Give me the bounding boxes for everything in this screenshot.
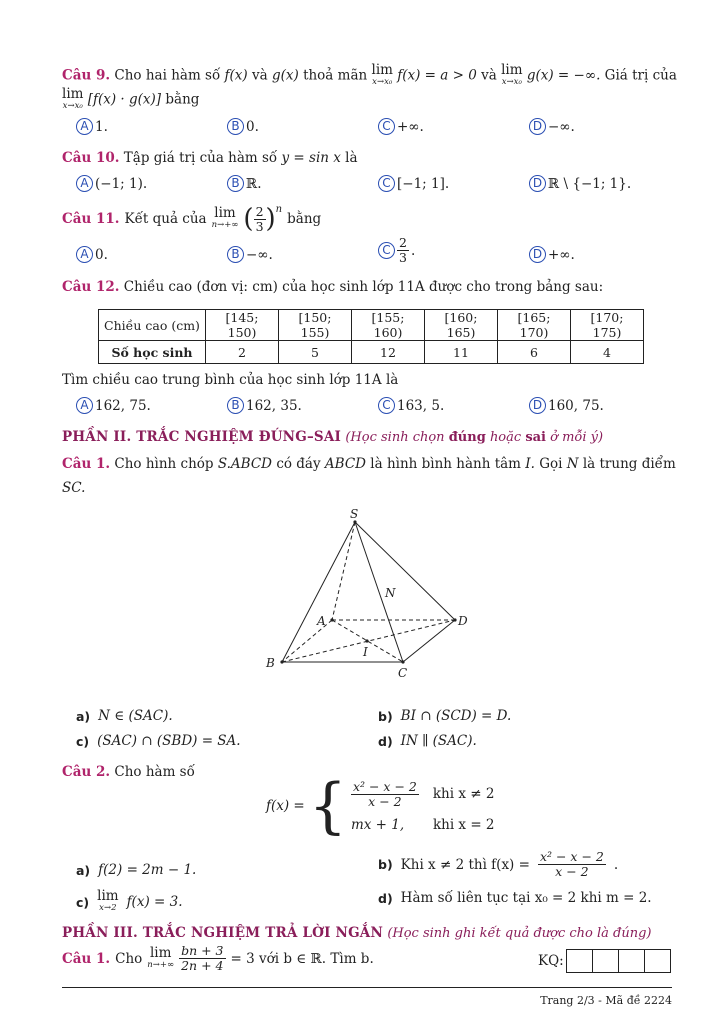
p2q2-label: Câu 2. <box>62 764 111 780</box>
kq-label: KQ: <box>538 953 564 969</box>
answer-box[interactable] <box>538 949 671 973</box>
p2q1-item-d[interactable] <box>378 733 477 749</box>
item-key: a) <box>76 862 91 878</box>
q12-option-c[interactable] <box>378 397 444 414</box>
p2q1-item-a[interactable] <box>76 708 173 724</box>
q12-option-b[interactable] <box>227 397 302 414</box>
part2-note: (Học sinh chọn đúng hoặc sai ở mỗi ý) <box>345 430 604 445</box>
option-text: +∞. <box>397 118 424 135</box>
table-cell: [145; 150) <box>206 310 279 341</box>
q12-text: Chiều cao (đơn vị: cm) của học sinh lớp 11A được cho trong bảng sau: <box>123 279 604 295</box>
table-cell: 4 <box>571 341 644 364</box>
item-key: c) <box>76 894 90 910</box>
label-S: S <box>350 507 359 521</box>
part3-note: (Học sinh ghi kết quả được cho là đúng) <box>387 926 652 941</box>
option-text: 162, 35. <box>246 397 302 414</box>
table-cell: 5 <box>279 341 352 364</box>
label-D: D <box>458 614 468 628</box>
footer-divider <box>62 987 672 988</box>
table-cell: Số học sinh <box>99 341 206 364</box>
q11-option-b[interactable] <box>227 246 273 263</box>
option-badge: A <box>76 397 93 414</box>
edge-SA <box>332 522 355 620</box>
label-C: C <box>398 666 408 680</box>
part3-heading <box>62 925 652 941</box>
q9-lim2: lim x→x₀ <box>501 62 523 87</box>
q9-text-a: Cho hai hàm số <box>114 67 221 84</box>
option-badge: C <box>378 242 395 259</box>
item-key: b) <box>378 857 393 872</box>
q11-lim: lim n→+∞ <box>211 205 239 230</box>
edge-SC <box>355 522 403 662</box>
answer-cell[interactable] <box>566 949 593 973</box>
q9-text-d: bằng <box>165 91 200 108</box>
q9-cond1: f(x) = a > 0 <box>397 67 477 84</box>
q9-option-d[interactable] <box>529 118 575 135</box>
q10-option-a[interactable] <box>76 175 147 192</box>
p3q1-label: Câu 1. <box>62 950 111 967</box>
q12-option-a[interactable] <box>76 397 151 414</box>
table-cell: [155; 160) <box>352 310 425 341</box>
item-text: Hàm số liên tục tại x₀ = 2 khi m = 2. <box>400 890 652 906</box>
label-A: A <box>317 614 326 628</box>
option-text: (−1; 1). <box>95 175 148 192</box>
option-text: 160, 75. <box>548 397 604 414</box>
item-text: BI ∩ (SCD) = D. <box>400 708 512 724</box>
option-text: ℝ. <box>246 175 262 192</box>
option-text: 162, 75. <box>95 397 151 414</box>
q9-option-b[interactable] <box>227 118 259 135</box>
table-cell: 12 <box>352 341 425 364</box>
answer-cell[interactable] <box>618 949 645 973</box>
table-cell: [165; 170) <box>498 310 571 341</box>
part3-title: PHẦN III. TRẮC NGHIỆM TRẢ LỜI NGẮN <box>62 925 384 941</box>
q9-and: và <box>251 67 268 84</box>
item-fraction: $\frac{\text{x² − x − 2}}{x - 2}$ <box>539 849 604 879</box>
table-row <box>99 341 644 364</box>
item-tail: . <box>613 856 619 873</box>
q12-line <box>62 279 603 295</box>
q10-text-end: là <box>345 150 358 166</box>
option-badge: D <box>529 246 546 263</box>
q11-line <box>62 204 321 234</box>
height-table <box>98 309 644 364</box>
option-badge: A <box>76 118 93 135</box>
p2q2-item-c[interactable] <box>76 890 182 914</box>
p2q2-text: Cho hàm số <box>114 764 195 780</box>
option-badge: D <box>529 397 546 414</box>
q9-gx: g(x) <box>271 67 299 84</box>
option-badge: A <box>76 246 93 263</box>
table-cell: 6 <box>498 341 571 364</box>
option-text: 163, 5. <box>397 397 445 414</box>
p2q1-item-b[interactable] <box>378 708 511 724</box>
p2q1-item-c[interactable] <box>76 733 241 749</box>
p2q2-item-b[interactable] <box>378 850 618 879</box>
table-cell: Chiều cao (cm) <box>99 310 206 341</box>
q10-line <box>62 150 358 166</box>
q10-option-b[interactable] <box>227 175 262 192</box>
item-text: f(2) = 2m − 1. <box>98 862 197 878</box>
option-badge: B <box>227 246 244 263</box>
edge-SD <box>355 522 455 620</box>
option-text: 1. <box>95 118 108 135</box>
item-text: (SAC) ∩ (SBD) = SA. <box>97 733 241 749</box>
option-text: −∞. <box>246 246 273 263</box>
option-text: −∞. <box>548 118 575 135</box>
q9-option-c[interactable] <box>378 118 424 135</box>
q11-option-a[interactable] <box>76 246 108 263</box>
part2-heading <box>62 429 603 445</box>
q12-question: Tìm chiều cao trung bình của học sinh lớp 11A là <box>62 372 399 388</box>
table-cell: 2 <box>206 341 279 364</box>
label-N: N <box>385 586 396 600</box>
page-footer: Trang 2/3 - Mã đề 2224 <box>540 994 672 1007</box>
p2q2-line <box>62 764 195 780</box>
q10-expr: y = sin x <box>281 150 341 166</box>
q9-line1 <box>62 64 677 88</box>
item-text: N ∈ (SAC). <box>98 708 173 724</box>
q11-text-end: bằng <box>287 211 322 227</box>
option-badge: D <box>529 175 546 192</box>
option-badge: C <box>378 397 395 414</box>
table-header-row <box>99 310 644 341</box>
option-text: 0. <box>95 246 108 263</box>
option-text: +∞. <box>548 246 575 263</box>
item-key: d) <box>378 733 393 749</box>
q9-label: Câu 9. <box>62 67 111 84</box>
q9-option-a[interactable] <box>76 118 108 135</box>
option-text: [−1; 1]. <box>397 175 450 192</box>
q11-text: Kết quả của <box>124 211 207 227</box>
item-text: IN ∥ (SAC). <box>400 733 477 749</box>
q9-cond2: g(x) = −∞. <box>526 67 601 84</box>
option-badge: A <box>76 175 93 192</box>
edge-CD <box>403 620 455 662</box>
item-key: d) <box>378 890 393 906</box>
option-badge: C <box>378 175 395 192</box>
table-cell: 11 <box>425 341 498 364</box>
option-badge: D <box>529 118 546 135</box>
q11-label: Câu 11. <box>62 211 120 227</box>
q9-lim3: lim x→x₀ <box>62 86 84 111</box>
q11-option-d[interactable] <box>529 246 575 263</box>
option-badge: B <box>227 175 244 192</box>
item-lim: lim x→2 <box>97 888 119 913</box>
q9-and2: và <box>481 67 497 84</box>
table-cell: [160; 165) <box>425 310 498 341</box>
pyramid-figure <box>255 505 485 685</box>
q10-option-d[interactable] <box>529 175 631 192</box>
q12-option-d[interactable] <box>529 397 604 414</box>
q11-option-c[interactable] <box>378 236 415 265</box>
option-fraction: $\frac{2}{3}$ <box>399 235 407 265</box>
label-B: B <box>266 656 275 670</box>
option-badge: B <box>227 397 244 414</box>
p2q1-line1: Câu 1. Cho hình chóp S.ABCD có đáy ABCD là hình bình hành tâm I. Gọi N là trung điểm <box>62 456 676 472</box>
q11-power: ( $\frac{2}{3}$ ) $^n$ <box>243 203 283 234</box>
option-tail: . <box>410 242 416 259</box>
q10-option-c[interactable] <box>378 175 449 192</box>
q9-text-b: thoả mãn <box>303 67 368 84</box>
option-text: 0. <box>246 118 259 135</box>
q9-expr: [f(x) · g(x)] <box>87 91 162 108</box>
q9-line2 <box>62 88 199 112</box>
answer-cell[interactable] <box>592 949 619 973</box>
p2q2-item-d[interactable] <box>378 890 652 906</box>
table-cell: [170; 175) <box>571 310 644 341</box>
table-cell: [150; 155) <box>279 310 352 341</box>
q12-label: Câu 12. <box>62 279 120 295</box>
piecewise-function: f(x) = { $\frac{\text{x² − x − 2}}{x - 2}$ khi x ≠ 2 mx + 1, khi x = 2 <box>266 771 495 841</box>
label-I: I <box>363 645 368 659</box>
p2q2-item-a[interactable] <box>76 862 196 878</box>
answer-cell[interactable] <box>644 949 671 973</box>
option-badge: C <box>378 118 395 135</box>
part2-title: PHẦN II. TRẮC NGHIỆM ĐÚNG–SAI <box>62 429 342 445</box>
q10-label: Câu 10. <box>62 150 120 166</box>
edge-SB <box>282 522 355 662</box>
option-text: ℝ \ {−1; 1}. <box>548 175 632 192</box>
option-badge: B <box>227 118 244 135</box>
q9-fx: f(x) <box>224 67 248 84</box>
item-key: b) <box>378 708 393 724</box>
p2q1-line2: SC. <box>62 480 86 496</box>
p3q1-line: Câu 1. Cho lim n→+∞ $\frac{bn + 3}{2n + 4}$ = 3 với b ∈ ℝ. Tìm b. <box>62 943 374 973</box>
p2q1-label: Câu 1. <box>62 456 111 472</box>
q9-text-c: Giá trị của <box>604 67 677 84</box>
item-text: f(x) = 3. <box>126 894 183 910</box>
item-key: c) <box>76 733 90 749</box>
item-text: Khi x ≠ 2 thì f(x) = <box>400 856 530 873</box>
item-key: a) <box>76 708 91 724</box>
q9-lim1: lim x→x₀ <box>371 62 393 87</box>
q10-text: Tập giá trị của hàm số <box>123 150 278 166</box>
